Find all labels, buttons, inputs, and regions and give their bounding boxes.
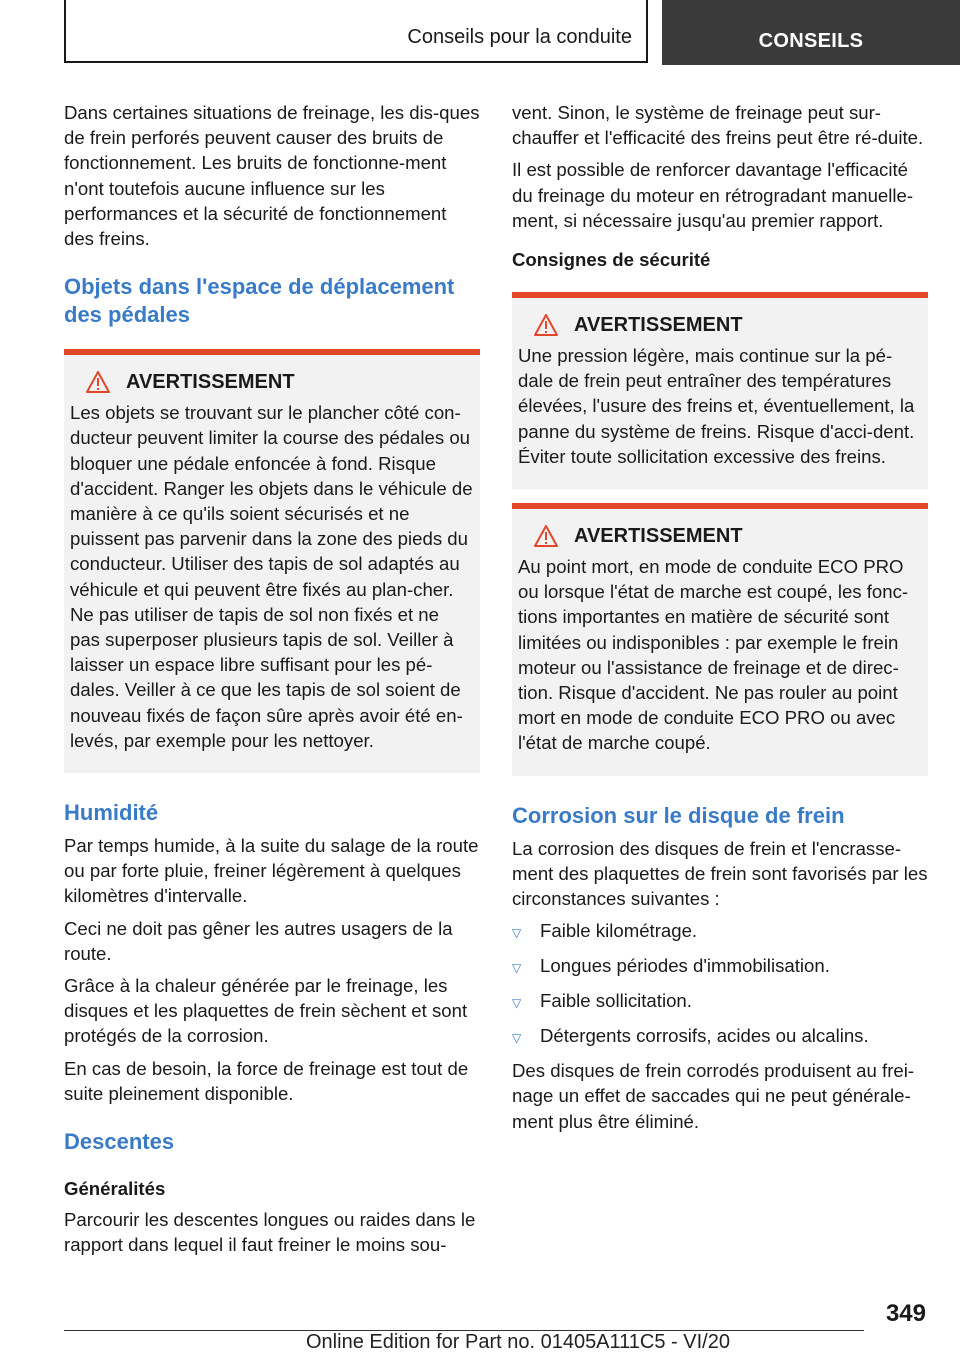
list-item: ▽ Faible kilométrage. bbox=[512, 918, 928, 946]
warning-text: Une pression légère, mais continue sur la pé-dale de frein peut entraîner des températures élevées, l'usure des freins et, éventuellement, la panne du système de freins. Risque d'acci-dent. Éviter toute sollicitation excessive des freins. bbox=[518, 345, 915, 467]
header-section-title: Conseils pour la conduite bbox=[407, 26, 632, 48]
right-column bbox=[512, 100, 928, 1141]
warning-triangle-icon bbox=[86, 371, 110, 393]
warning-title: AVERTISSEMENT bbox=[518, 523, 922, 549]
triangle-bullet-icon: ▽ bbox=[512, 961, 522, 976]
triangle-bullet-icon: ▽ bbox=[512, 996, 522, 1011]
intro-paragraph: Dans certaines situations de freinage, les dis-ques de frein perforés peuvent causer des bruits de fonctionnement. Les bruits de fonctionne-ment n'ont toutefois aucune influence sur les performances et la sécurité de fonctionnement des freins. bbox=[64, 102, 480, 250]
humidite-paragraph-3: Grâce à la chaleur générée par le freinage, les disques et les plaquettes de frein sèchent et sont protégés de la corrosion. bbox=[64, 975, 468, 1047]
warning-text: Les objets se trouvant sur le plancher côté con-ducteur peuvent limiter la course des pédales ou bloquer une pédale enfoncée à fond. Risque d'accident. Ranger les objets dans le véhicule de manière à ce qu'ils soient sécurisés et ne puissent pas parvenir dans la zone des pieds du conducteur. Utiliser des tapis de sol adaptés au véhicule et qui peuvent être fixés au plan-cher. Ne pas utiliser de tapis de sol non fixés et ne pas superposer plusieurs tapis de sol. Veiller à laisser un espace libre suffisant pour les pé-dales. Veiller à ce que les tapis de sol soient de nouveau fixés de façon sûre après avoir été en-levés, par exemple pour les nettoyer. bbox=[70, 402, 473, 751]
corrosion-paragraph-1: La corrosion des disques de frein et l'encrasse-ment des plaquettes de frein sont favorisés par les circonstances suivantes : bbox=[512, 837, 928, 910]
generalites-paragraph: Parcourir les descentes longues ou raides dans le rapport dans lequel il faut freiner le moins sou- bbox=[64, 1209, 476, 1256]
warning-box-freinage bbox=[512, 292, 928, 489]
humidite-paragraph-1: Par temps humide, à la suite du salage de la route ou par forte pluie, freiner légèrement à quelques kilomètres d'intervalle. bbox=[64, 835, 479, 907]
list-item: ▽ Détergents corrosifs, acides ou alcalins. bbox=[512, 1023, 928, 1051]
objets-heading: Objets dans l'espace de déplacement des pédales bbox=[64, 274, 455, 328]
header-chapter bbox=[662, 0, 960, 65]
header-section bbox=[64, 0, 648, 63]
warning-text: Au point mort, en mode de conduite ECO PRO ou lorsque l'état de marche est coupé, les fonc-tions importantes en matière de sécurité sont limitées ou indisponibles : par exemple le frein moteur ou l'assistance de freinage et de direc-tion. Risque d'accident. Ne pas rouler au point mort en mode de conduite ECO PRO ou avec l'état de marche coupé. bbox=[518, 556, 909, 754]
continuation-paragraph-2: Il est possible de renforcer davantage l'efficacité du freinage du moteur en rétrogradant manuelle-ment, si nécessaire jusqu'au premier rapport. bbox=[512, 159, 914, 231]
humidite-heading: Humidité bbox=[64, 800, 159, 826]
warning-title: AVERTISSEMENT bbox=[518, 312, 922, 338]
consignes-heading: Consignes de sécurité bbox=[512, 249, 711, 271]
warning-box-point-mort bbox=[512, 503, 928, 776]
continuation-paragraph-1: vent. Sinon, le système de freinage peut sur-chauffer et l'efficacité des freins peut être ré-duite. bbox=[512, 102, 924, 149]
generalites-heading: Généralités bbox=[64, 1178, 166, 1200]
left-column bbox=[64, 100, 480, 1265]
triangle-bullet-icon: ▽ bbox=[512, 1031, 522, 1046]
humidite-paragraph-2: Ceci ne doit pas gêner les autres usagers de la route. bbox=[64, 917, 453, 964]
warning-triangle-icon bbox=[534, 314, 558, 336]
footer-edition-text: Online Edition for Part no. 01405A111C5 - VI/20 bbox=[306, 1331, 730, 1353]
corrosion-heading: Corrosion sur le disque de frein bbox=[512, 802, 845, 828]
list-item: ▽ Faible sollicitation. bbox=[512, 988, 928, 1016]
warning-title: AVERTISSEMENT bbox=[70, 369, 474, 395]
header-chapter-title: CONSEILS bbox=[758, 30, 864, 52]
page-number: 349 bbox=[885, 1300, 926, 1327]
footer-edition bbox=[306, 1331, 730, 1354]
warning-triangle-icon bbox=[534, 525, 558, 547]
triangle-bullet-icon: ▽ bbox=[512, 926, 522, 941]
warning-box-pedales bbox=[64, 349, 480, 773]
humidite-paragraph-4: En cas de besoin, la force de freinage est tout de suite pleinement disponible. bbox=[64, 1057, 469, 1104]
corrosion-list bbox=[512, 918, 928, 1051]
list-item: ▽ Longues périodes d'immobilisation. bbox=[512, 953, 928, 981]
corrosion-paragraph-2: Des disques de frein corrodés produisent au frei-nage un effet de saccades qui ne peut générale-ment plus être éliminé. bbox=[512, 1060, 915, 1132]
descentes-heading: Descentes bbox=[64, 1129, 175, 1155]
